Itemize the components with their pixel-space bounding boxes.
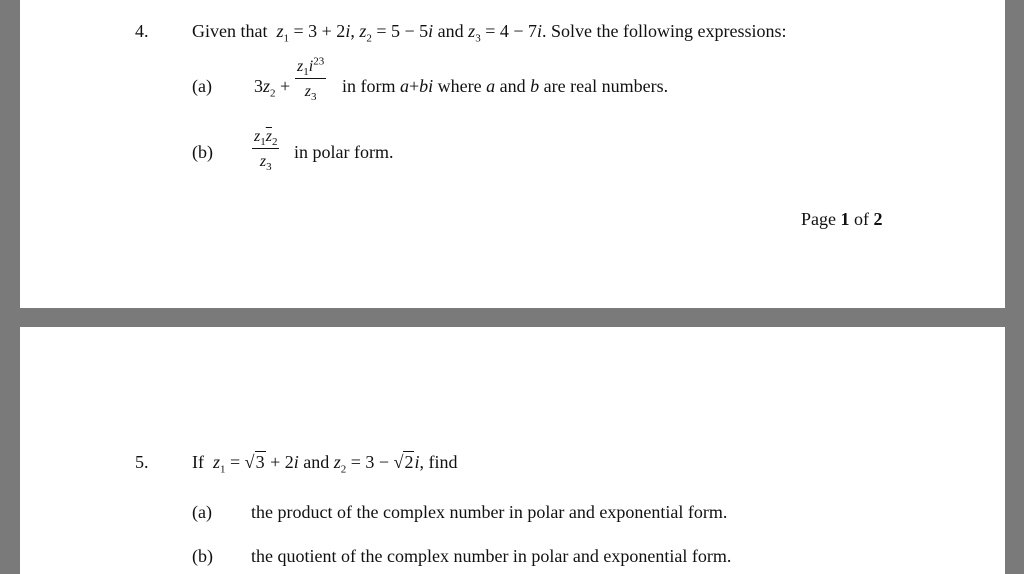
given-label: Given that: [192, 21, 268, 41]
question-number: 4.: [135, 21, 149, 41]
z2-subscript: 2: [366, 32, 372, 45]
part-a-text: the product of the complex number in polar and exponential form.: [251, 502, 728, 522]
part-a-fraction: [295, 55, 326, 104]
part-b-label: (b): [192, 546, 213, 566]
coefficient: 3: [254, 76, 263, 96]
z2-subscript: 2: [270, 87, 276, 100]
fraction-denominator: $z_3$: [304, 83, 317, 104]
part-b-fraction: [252, 128, 279, 174]
imaginary-unit: i: [537, 21, 543, 41]
part-a-label: (a): [192, 502, 212, 522]
page-number: Page 1 of 2: [801, 209, 883, 229]
part-b-tail: in polar form.: [294, 142, 394, 162]
z1-subscript: 1: [283, 32, 289, 45]
imaginary-unit: i: [345, 21, 351, 41]
z1-symbol: z: [276, 21, 284, 41]
z3-value: = 4 − 7: [485, 21, 537, 41]
part-b-label: (b): [192, 142, 213, 162]
sqrt-2: √2: [393, 452, 414, 472]
fraction-numerator: $z_1i^{23}$: [297, 55, 325, 79]
z3-subscript: 3: [475, 32, 481, 45]
instruction-text: . Solve the following expressions:: [542, 21, 787, 41]
separator-comma: ,: [350, 21, 355, 41]
sqrt-3: √3: [244, 452, 265, 472]
question-5-stem: If $z_1 = √3 + 2i$ and $z_2 = 3 - √2i$, find: [192, 452, 458, 476]
question-4-stem: [192, 21, 787, 45]
imaginary-unit: i: [428, 21, 434, 41]
z2-value: = 5 − 5: [376, 21, 429, 41]
z2-symbol: z: [263, 76, 271, 96]
plus-sign: +: [280, 76, 291, 96]
part-b-text: the quotient of the complex number in polar and exponential form.: [251, 546, 732, 566]
z1-value: = 3 + 2: [293, 21, 346, 41]
part-a-lead-term: [254, 76, 291, 100]
and-word: and: [437, 21, 464, 41]
fraction-denominator: $z_3$: [259, 153, 272, 174]
page-1: [20, 0, 1005, 308]
fraction-numerator: $z_1\overline{z}_2$: [254, 128, 278, 149]
z3-symbol: z: [468, 21, 476, 41]
question-number: 5.: [135, 452, 149, 472]
part-a-tail: in form a+bi where a and b are real numbers.: [342, 76, 669, 96]
page-2: [20, 327, 1005, 574]
part-a-label: (a): [192, 76, 212, 96]
z2-symbol: z: [359, 21, 367, 41]
